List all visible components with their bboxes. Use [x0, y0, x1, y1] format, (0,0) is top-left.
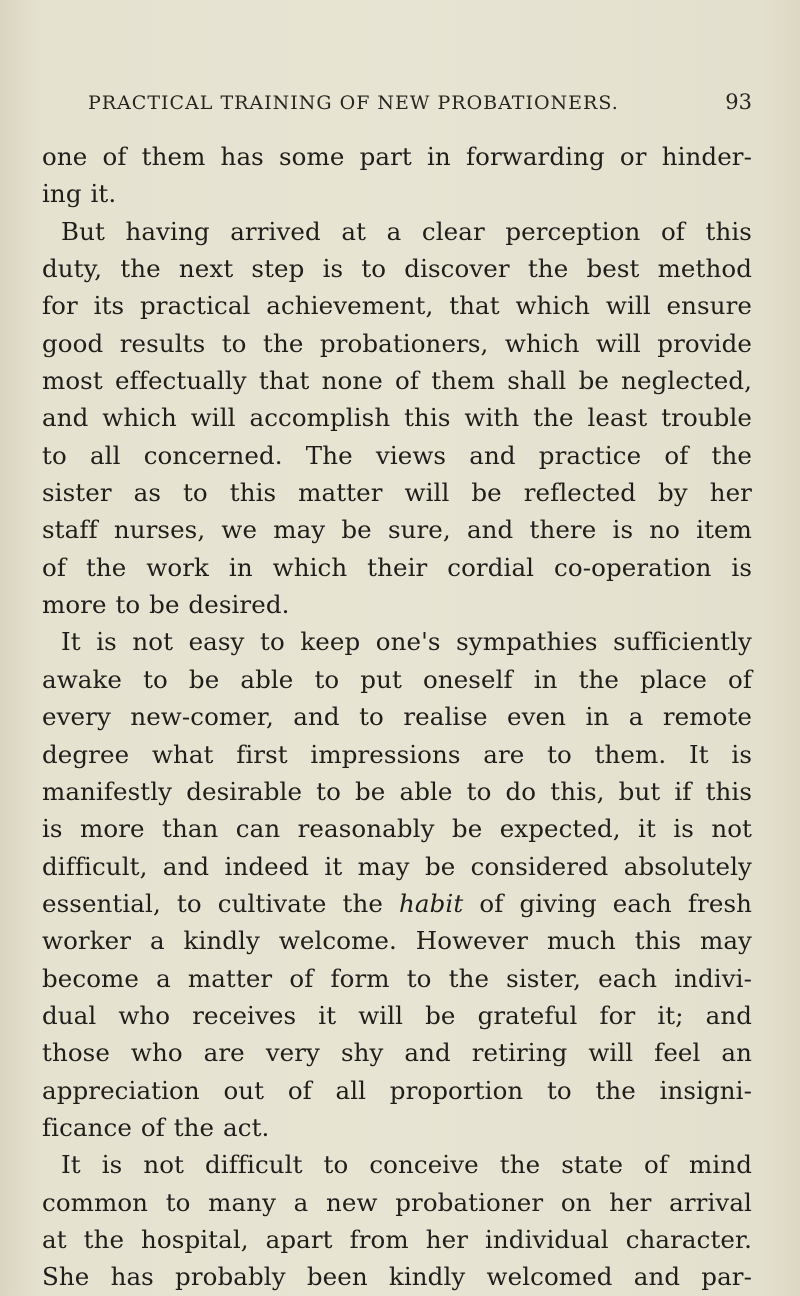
italic-emphasis: habit [399, 888, 464, 918]
text-line [42, 885, 752, 922]
text-line: is more than can reasonably be expected, it is not [42, 814, 752, 844]
text-line: awake to be able to put oneself in the place of [42, 664, 752, 694]
text-line: But having arrived at a clear perception of this [61, 216, 752, 246]
text-line: ing it. [42, 179, 117, 209]
text-segment: of giving each fresh [463, 888, 752, 918]
text-line: for its practical achievement, that which will ensure [42, 291, 752, 321]
text-line: common to many a new probationer on her arrival [42, 1187, 752, 1217]
text-line: appreciation out of all proportion to the insigni- [42, 1075, 752, 1105]
text-line: and which will accomplish this with the least trouble [42, 403, 752, 433]
text-line: duty, the next step is to discover the best method [42, 254, 752, 284]
text-line: good results to the probationers, which will provide [42, 328, 752, 358]
text-line: every new-comer, and to realise even in a remote [42, 702, 752, 732]
text-segment: essential, to cultivate the [42, 888, 400, 918]
text-line: It is not easy to keep one's sympathies sufficiently [61, 627, 752, 657]
running-head [88, 86, 768, 120]
text-line: worker a kindly welcome. However much this may [42, 926, 752, 956]
text-line: sister as to this matter will be reflected by her [42, 478, 752, 508]
page-number: 93 [725, 90, 752, 114]
text-line: more to be desired. [42, 590, 290, 620]
text-line: degree what first impressions are to them. It is [42, 739, 752, 769]
text-line: most effectually that none of them shall be neglected, [42, 366, 752, 396]
text-line: She has probably been kindly welcomed and par- [42, 1262, 752, 1292]
text-line: difficult, and indeed it may be considered absolutely [42, 851, 752, 881]
text-line: of the work in which their cordial co-operation is [42, 552, 752, 582]
text-line: those who are very shy and retiring will feel an [42, 1038, 752, 1068]
body-text [42, 138, 752, 1296]
text-line: at the hospital, apart from her individual character. [42, 1224, 752, 1254]
text-line: one of them has some part in forwarding or hinder- [42, 142, 752, 171]
text-line: ficance of the act. [42, 1112, 270, 1142]
text-line: to all concerned. The views and practice of the [42, 440, 752, 470]
text-line: dual who receives it will be grateful for it; and [42, 1000, 752, 1030]
text-line: It is not difficult to conceive the state of mind [61, 1150, 752, 1180]
text-line: become a matter of form to the sister, each indivi- [42, 963, 752, 993]
text-line: manifestly desirable to be able to do this, but if this [42, 776, 752, 806]
running-head-title: PRACTICAL TRAINING OF NEW PROBATIONERS. [88, 92, 619, 114]
text-line: staff nurses, we may be sure, and there is no item [42, 515, 752, 545]
